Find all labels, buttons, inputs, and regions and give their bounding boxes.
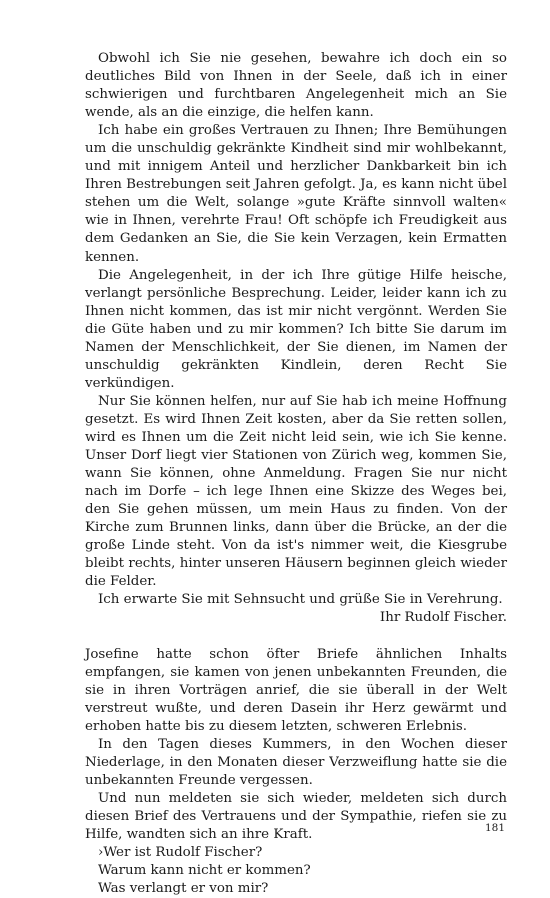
narrative-paragraph: Und nun meldeten sie sich wieder, meldeten sich durch diesen Brief des Vertrauens und der Sympathie, riefen sie zu Hilfe, wandten sich an ihre Kraft. bbox=[85, 790, 507, 844]
narrative-paragraph: Josefine hatte schon öfter Briefe ähnlichen Inhalts empfangen, sie kamen von jenen unbekannten Freunden, die sie in ihren Vorträgen anrief, die sie überall in der Welt verstreut wußte, und deren Dasein ihr Herz gewärmt und erhoben hatte bis zu diesem letzten, schweren Erlebnis. bbox=[85, 646, 507, 736]
page-number: 181 bbox=[485, 822, 505, 834]
narrative-paragraph: In den Tagen dieses Kummers, in den Wochen dieser Niederlage, in den Monaten dieser Verzweiflung hatte sie die unbekannten Freunde vergessen. bbox=[85, 736, 507, 790]
narrative-question: Was verlangt er von mir? bbox=[85, 880, 507, 898]
section-gap bbox=[85, 628, 507, 646]
narrative-question: ›Wer ist Rudolf Fischer? bbox=[85, 844, 507, 862]
letter-signature: Ihr Rudolf Fischer. bbox=[85, 609, 507, 627]
letter-closing: Ich erwarte Sie mit Sehnsucht und grüße Sie in Verehrung. bbox=[85, 591, 507, 609]
narrative-question: Warum kann nicht er kommen? bbox=[85, 862, 507, 880]
narrative bbox=[85, 646, 507, 898]
letter-paragraph: Die Angelegenheit, in der ich Ihre gütige Hilfe heische, verlangt persönliche Besprechung. Leider, leider kann ich zu Ihnen nicht kommen, das ist mir nicht vergönnt. Werden Sie die Güte haben und zu mir kommen? Ich bitte Sie darum im Namen der Menschlichkeit, der Sie dienen, im Namen der unschuldig gekränkten Kindlein, deren Recht Sie verkündigen. bbox=[85, 267, 507, 393]
page-text-block bbox=[85, 50, 507, 898]
letter-paragraph: Obwohl ich Sie nie gesehen, bewahre ich doch ein so deutliches Bild von Ihnen in der Seele, daß ich in einer schwierigen und furchtbaren Angelegenheit mich an Sie wende, als an die einzige, die helfen kann. bbox=[85, 50, 507, 122]
letter-paragraph: Ich habe ein großes Vertrauen zu Ihnen; Ihre Bemühungen um die unschuldig gekränkte Kindheit sind mir wohlbekannt, und mit innigem Anteil und herzlicher Dankbarkeit bin ich Ihren Bestrebungen seit Jahren gefolgt. Ja, es kann nicht übel stehen um die Welt, solange »gute Kräfte sinnvoll walten« wie in Ihnen, verehrte Frau! Oft schöpfe ich Freudigkeit aus dem Gedanken an Sie, die Sie kein Verzagen, kein Ermatten kennen. bbox=[85, 122, 507, 266]
letter-paragraph: Nur Sie können helfen, nur auf Sie hab ich meine Hoffnung gesetzt. Es wird Ihnen Zeit kosten, aber da Sie retten sollen, wird es Ihnen um die Zeit nicht leid sein, wie ich Sie kenne. Unser Dorf liegt vier Stationen von Zürich weg, kommen Sie, wann Sie können, ohne Anmeldung. Fragen Sie nur nicht nach im Dorfe – ich lege Ihnen eine Skizze des Weges bei, den Sie gehen müssen, um mein Haus zu finden. Von der Kirche zum Brunnen links, dann über die Brücke, an der die große Linde steht. Von da ist's nimmer weit, die Kiesgrube bleibt rechts, hinter unseren Häusern beginnen gleich wieder die Felder. bbox=[85, 393, 507, 592]
letter bbox=[85, 50, 507, 628]
